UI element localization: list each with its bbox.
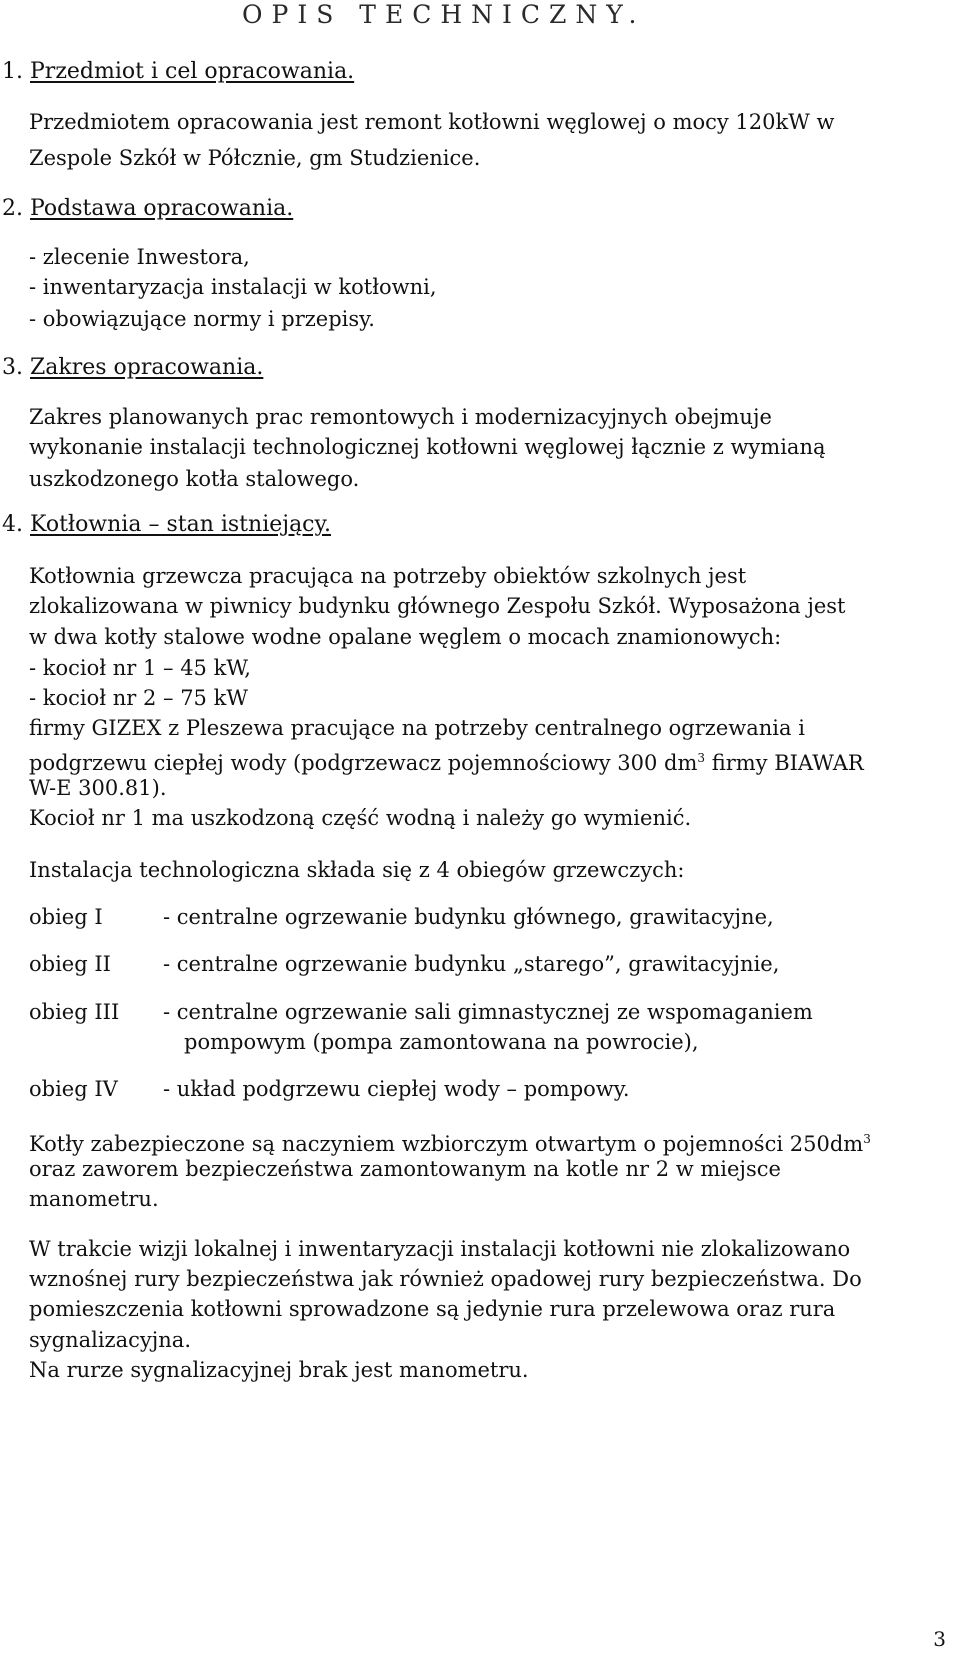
- circuit-label: obieg IV: [29, 1077, 118, 1101]
- circuit-description: - układ podgrzewu ciepłej wody – pompowy.: [163, 1077, 630, 1101]
- circuits-intro: Instalacja technologiczna składa się z 4 obiegów grzewczych:: [29, 858, 685, 882]
- section-3-heading: [2, 355, 263, 381]
- paragraph-line: [29, 745, 864, 776]
- paragraph-line: manometru.: [29, 1187, 159, 1211]
- paragraph-line: oraz zaworem bezpieczeństwa zamontowanym na kotle nr 2 w miejsce: [29, 1157, 781, 1181]
- page-number: 3: [933, 1627, 946, 1651]
- section-number: 2.: [2, 196, 23, 221]
- paragraph-line: W-E 300.81).: [29, 776, 167, 800]
- paragraph-line: pomieszczenia kotłowni sprowadzone są jedynie rura przelewowa oraz rura: [29, 1297, 836, 1321]
- circuit-description: - centralne ogrzewanie sali gimnastycznej ze wspomaganiem: [163, 1000, 813, 1024]
- section-1-heading: [2, 59, 354, 85]
- paragraph-line: uszkodzonego kotła stalowego.: [29, 467, 360, 491]
- section-4-heading: [2, 512, 331, 538]
- superscript: 3: [863, 1132, 871, 1146]
- circuit-description: - centralne ogrzewanie budynku głównego, grawitacyjne,: [163, 905, 774, 929]
- text-span: firmy BIAWAR: [705, 751, 864, 775]
- paragraph-line: [29, 1126, 871, 1157]
- paragraph-line: sygnalizacyjna.: [29, 1328, 192, 1352]
- paragraph-line: Kocioł nr 1 ma uszkodzoną część wodną i należy go wymienić.: [29, 806, 692, 830]
- text-span: podgrzewu ciepłej wody (podgrzewacz pojemnościowy 300 dm: [29, 751, 698, 775]
- circuit-label: obieg III: [29, 1000, 120, 1024]
- section-title: Kotłownia – stan istniejący.: [30, 512, 332, 537]
- section-title: Podstawa opracowania.: [30, 196, 294, 221]
- section-number: 1.: [2, 59, 23, 84]
- list-item: - kocioł nr 2 – 75 kW: [29, 686, 248, 710]
- list-item: - zlecenie Inwestora,: [29, 245, 250, 269]
- paragraph-line: zlokalizowana w piwnicy budynku głównego Zespołu Szkół. Wyposażona jest: [29, 594, 846, 618]
- list-item: - inwentaryzacja instalacji w kotłowni,: [29, 275, 437, 299]
- text-span: Kotły zabezpieczone są naczyniem wzbiorczym otwartym o pojemności 250dm: [29, 1132, 864, 1156]
- paragraph-line: wykonanie instalacji technologicznej kotłowni węglowej łącznie z wymianą: [29, 435, 826, 459]
- circuit-description: - centralne ogrzewanie budynku „starego”, grawitacyjnie,: [163, 952, 780, 976]
- section-title: Zakres opracowania.: [30, 355, 264, 380]
- document-title: OPIS TECHNICZNY.: [242, 0, 646, 29]
- list-item: - obowiązujące normy i przepisy.: [29, 307, 375, 331]
- section-number: 3.: [2, 355, 23, 380]
- paragraph-line: W trakcie wizji lokalnej i inwentaryzacji instalacji kotłowni nie zlokalizowano: [29, 1237, 851, 1261]
- circuit-label: obieg I: [29, 905, 103, 929]
- paragraph-line: w dwa kotły stalowe wodne opalane węglem o mocach znamionowych:: [29, 625, 782, 649]
- paragraph-line: Przedmiotem opracowania jest remont kotłowni węglowej o mocy 120kW w: [29, 110, 835, 134]
- paragraph-line: Kotłownia grzewcza pracująca na potrzeby obiektów szkolnych jest: [29, 564, 747, 588]
- section-2-heading: [2, 196, 293, 222]
- superscript: 3: [697, 751, 706, 765]
- list-item: - kocioł nr 1 – 45 kW,: [29, 656, 251, 680]
- section-number: 4.: [2, 512, 23, 537]
- paragraph-line: Zakres planowanych prac remontowych i modernizacyjnych obejmuje: [29, 405, 772, 429]
- circuit-label: obieg II: [29, 952, 111, 976]
- paragraph-line: wznośnej rury bezpieczeństwa jak również opadowej rury bezpieczeństwa. Do: [29, 1267, 862, 1291]
- circuit-description-continued: pompowym (pompa zamontowana na powrocie),: [184, 1030, 699, 1054]
- paragraph-line: Na rurze sygnalizacyjnej brak jest manometru.: [29, 1358, 529, 1382]
- section-title: Przedmiot i cel opracowania.: [30, 59, 355, 84]
- paragraph-line: firmy GIZEX z Pleszewa pracujące na potrzeby centralnego ogrzewania i: [29, 716, 805, 740]
- paragraph-line: Zespole Szkół w Półcznie, gm Studzienice.: [29, 146, 481, 170]
